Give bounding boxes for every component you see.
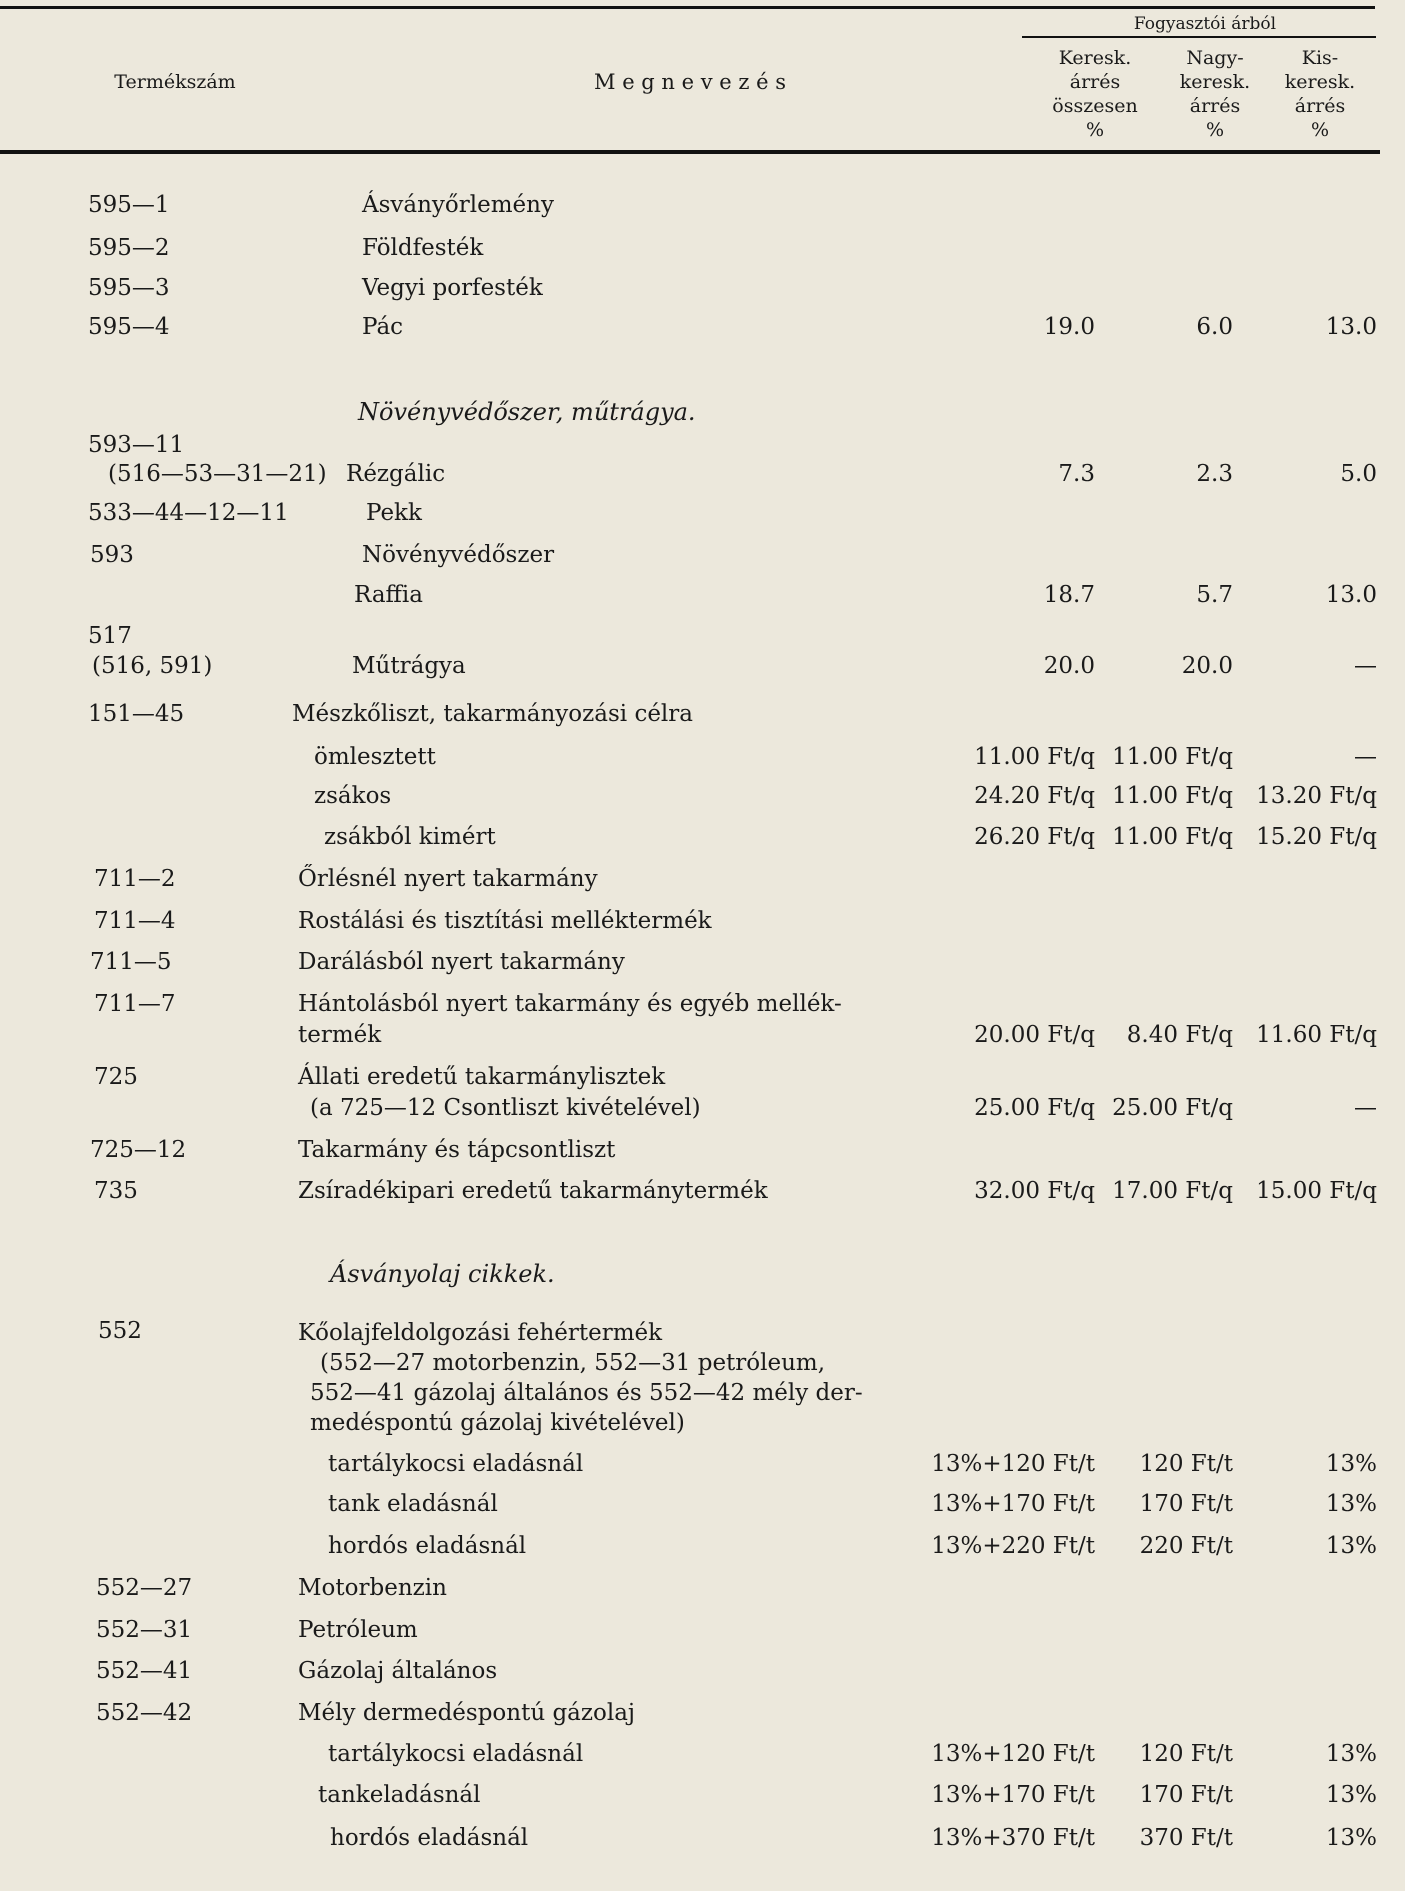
col1-line: Keresk. xyxy=(1058,47,1132,69)
row-name: Mély dermedéspontú gázolaj xyxy=(298,1700,636,1726)
row-value-wholesale: 11.00 Ft/q xyxy=(1112,744,1233,770)
row-value-retail: 13% xyxy=(1325,1451,1377,1477)
row-name: hordós eladásnál xyxy=(330,1825,529,1851)
row-name: Pác xyxy=(362,314,404,340)
col1-line: árrés xyxy=(1069,71,1121,93)
row-name: Motorbenzin xyxy=(298,1575,447,1601)
row-code: 593 xyxy=(90,542,134,568)
row-code: 552—27 xyxy=(96,1575,193,1601)
header-col-total-margin xyxy=(1035,46,1155,142)
row-value-total: 11.00 Ft/q xyxy=(974,744,1095,770)
col1-line: % xyxy=(1085,119,1105,141)
col3-line: Kis- xyxy=(1301,47,1339,69)
col2-line: keresk. xyxy=(1179,71,1251,93)
col2-line: % xyxy=(1205,119,1225,141)
row-value-total: 24.20 Ft/q xyxy=(974,783,1095,809)
row-name: Rostálási és tisztítási melléktermék xyxy=(298,908,712,934)
col3-line: % xyxy=(1310,119,1330,141)
row-value-retail: 5.0 xyxy=(1340,461,1377,487)
row-value-total: 25.00 Ft/q xyxy=(974,1095,1095,1121)
table-row xyxy=(0,1572,1405,1612)
row-code: 552—42 xyxy=(96,1700,193,1726)
table-row xyxy=(0,1655,1405,1695)
row-value-total: 13%+220 Ft/t xyxy=(931,1533,1095,1559)
table-row xyxy=(0,905,1405,945)
table-row xyxy=(0,1614,1405,1654)
row-value-wholesale: 120 Ft/t xyxy=(1139,1741,1233,1767)
section-title-pesticides: Növényvédőszer, műtrágya. xyxy=(358,398,696,426)
row-value-retail: — xyxy=(1354,653,1377,679)
row-value-retail: — xyxy=(1354,1095,1377,1121)
row-value-retail: 11.60 Ft/q xyxy=(1256,1022,1377,1048)
col2-line: Nagy- xyxy=(1186,47,1244,69)
row-code: 552—31 xyxy=(96,1617,193,1643)
table-row xyxy=(0,650,1405,690)
row-name: Rézgálic xyxy=(346,461,446,487)
row-name: Darálásból nyert takarmány xyxy=(298,949,625,975)
row-name: Takarmány és tápcsontliszt xyxy=(298,1137,616,1163)
row-value-wholesale: 20.0 xyxy=(1181,653,1233,679)
header-product-number: Termékszám xyxy=(114,71,236,93)
row-value-wholesale: 5.7 xyxy=(1196,582,1233,608)
col1-line: összesen xyxy=(1052,95,1138,117)
row-name: Petróleum xyxy=(298,1617,418,1643)
table-row xyxy=(0,821,1405,861)
row-value-total: 26.20 Ft/q xyxy=(974,824,1095,850)
row-code: 595—4 xyxy=(88,314,170,340)
row-value-retail: 13.0 xyxy=(1325,314,1377,340)
row-value-total: 20.0 xyxy=(1043,653,1095,679)
table-row xyxy=(0,1697,1405,1737)
table-row xyxy=(0,741,1405,781)
group-code: 552 xyxy=(98,1318,142,1344)
row-code: 725 xyxy=(94,1064,138,1090)
row-code: 711—4 xyxy=(94,908,176,934)
row-value-wholesale: 11.00 Ft/q xyxy=(1112,783,1233,809)
row-value-wholesale: 120 Ft/t xyxy=(1139,1451,1233,1477)
header-bottom-rule xyxy=(0,150,1380,154)
header-designation: M e g n e v e z é s xyxy=(594,70,786,94)
row-value-wholesale: 370 Ft/t xyxy=(1139,1825,1233,1851)
section-title-mineral-oil: Ásványolaj cikkek. xyxy=(330,1260,555,1288)
group-line: medéspontú gázolaj kivételével) xyxy=(310,1410,685,1436)
table-row xyxy=(0,1530,1405,1570)
row-code: (516—53—31—21) xyxy=(108,461,327,487)
row-code: (516, 591) xyxy=(92,653,213,679)
table-row xyxy=(0,1092,1405,1132)
row-name: Állati eredetű takarmánylisztek xyxy=(298,1064,666,1090)
row-value-retail: 13% xyxy=(1325,1782,1377,1808)
col3-line: keresk. xyxy=(1284,71,1356,93)
row-value-total: 7.3 xyxy=(1058,461,1095,487)
table-row xyxy=(0,946,1405,986)
table-row xyxy=(0,1779,1405,1819)
top-rule xyxy=(0,6,1375,9)
row-value-wholesale: 25.00 Ft/q xyxy=(1112,1095,1233,1121)
table-row xyxy=(0,497,1405,537)
table-row xyxy=(0,1822,1405,1862)
group-rule xyxy=(1022,36,1376,38)
row-name: zsákból kimért xyxy=(324,824,496,850)
header-group-title: Fogyasztói árból xyxy=(1133,14,1277,34)
row-code: 711—5 xyxy=(90,949,172,975)
row-value-total: 13%+120 Ft/t xyxy=(931,1451,1095,1477)
row-value-wholesale: 11.00 Ft/q xyxy=(1112,824,1233,850)
table-row xyxy=(0,863,1405,903)
row-value-total: 13%+170 Ft/t xyxy=(931,1491,1095,1517)
row-code: 725—12 xyxy=(90,1137,187,1163)
row-value-retail: 13% xyxy=(1325,1491,1377,1517)
row-value-total: 19.0 xyxy=(1043,314,1095,340)
col3-line: árrés xyxy=(1294,95,1346,117)
row-value-retail: 13% xyxy=(1325,1533,1377,1559)
group-description xyxy=(298,1318,863,1438)
row-name: Ásványőrlemény xyxy=(362,192,554,218)
row-value-wholesale: 6.0 xyxy=(1196,314,1233,340)
table-row xyxy=(0,780,1405,820)
row-name: tartálykocsi eladásnál xyxy=(328,1741,584,1767)
row-value-wholesale: 17.00 Ft/q xyxy=(1112,1178,1233,1204)
row-code: 593—11 xyxy=(88,432,185,458)
row-value-total: 13%+170 Ft/t xyxy=(931,1782,1095,1808)
row-name: Földfesték xyxy=(362,235,484,261)
table-row xyxy=(0,272,1405,312)
table-row xyxy=(0,189,1405,229)
row-name: ömlesztett xyxy=(314,744,436,770)
group-line: Kőolajfeldolgozási fehértermék xyxy=(298,1320,663,1346)
row-name: Hántolásból nyert takarmány és egyéb mellék- xyxy=(298,991,842,1017)
row-value-wholesale: 170 Ft/t xyxy=(1139,1782,1233,1808)
row-value-total: 13%+370 Ft/t xyxy=(931,1825,1095,1851)
row-value-retail: 13% xyxy=(1325,1825,1377,1851)
row-name: Mészkőliszt, takarmányozási célra xyxy=(292,701,693,727)
row-code: 517 xyxy=(88,623,132,649)
row-code: 595—3 xyxy=(88,275,170,301)
row-value-retail: — xyxy=(1354,744,1377,770)
table-row xyxy=(0,539,1405,579)
row-code: 711—7 xyxy=(94,991,176,1017)
table-row xyxy=(0,698,1405,738)
table-row xyxy=(0,1448,1405,1488)
table-row xyxy=(0,1134,1405,1174)
row-value-retail: 13.20 Ft/q xyxy=(1256,783,1377,809)
table-row xyxy=(0,1738,1405,1778)
row-value-wholesale: 8.40 Ft/q xyxy=(1126,1022,1233,1048)
row-value-retail: 15.00 Ft/q xyxy=(1256,1178,1377,1204)
group-line: 552—41 gázolaj általános és 552—42 mély der- xyxy=(310,1380,863,1406)
row-name: Vegyi porfesték xyxy=(362,275,543,301)
row-value-retail: 13% xyxy=(1325,1741,1377,1767)
table-row xyxy=(0,232,1405,272)
row-value-total: 13%+120 Ft/t xyxy=(931,1741,1095,1767)
row-code: 711—2 xyxy=(94,866,176,892)
row-code: 552—41 xyxy=(96,1658,193,1684)
row-name: hordós eladásnál xyxy=(328,1533,527,1559)
row-name: Őrlésnél nyert takarmány xyxy=(298,866,598,892)
header-col-retail-margin xyxy=(1270,46,1370,142)
col2-line: árrés xyxy=(1189,95,1241,117)
row-name: Növényvédőszer xyxy=(362,542,555,568)
row-name: Műtrágya xyxy=(352,653,466,679)
row-value-total: 20.00 Ft/q xyxy=(974,1022,1095,1048)
row-value-wholesale: 220 Ft/t xyxy=(1139,1533,1233,1559)
row-code: 595—2 xyxy=(88,235,170,261)
row-value-retail: 13.0 xyxy=(1325,582,1377,608)
row-name: tank eladásnál xyxy=(328,1491,498,1517)
row-name: zsákos xyxy=(314,783,392,809)
row-name: Gázolaj általános xyxy=(298,1658,498,1684)
table-row xyxy=(0,1019,1405,1059)
row-name: Pekk xyxy=(366,500,422,526)
row-code: 595—1 xyxy=(88,192,170,218)
row-value-total: 32.00 Ft/q xyxy=(974,1178,1095,1204)
row-name: termék xyxy=(298,1022,382,1048)
row-value-total: 18.7 xyxy=(1043,582,1095,608)
row-code: 533—44—12—11 xyxy=(88,500,289,526)
row-code: 735 xyxy=(94,1178,138,1204)
row-name: tankeladásnál xyxy=(318,1782,481,1808)
table-row xyxy=(0,311,1405,351)
group-line: (552—27 motorbenzin, 552—31 petróleum, xyxy=(320,1350,826,1376)
row-name: (a 725—12 Csontliszt kivételével) xyxy=(310,1095,701,1121)
row-value-wholesale: 170 Ft/t xyxy=(1139,1491,1233,1517)
header-col-wholesale-margin xyxy=(1160,46,1270,142)
row-value-retail: 15.20 Ft/q xyxy=(1256,824,1377,850)
row-name: tartálykocsi eladásnál xyxy=(328,1451,584,1477)
row-code: 151—45 xyxy=(88,701,185,727)
table-row xyxy=(0,458,1405,498)
row-name: Zsíradékipari eredetű takarmánytermék xyxy=(298,1178,768,1204)
row-name: Raffia xyxy=(354,582,423,608)
table-row xyxy=(0,1488,1405,1528)
table-row xyxy=(0,579,1405,619)
table-row xyxy=(0,1175,1405,1215)
row-value-wholesale: 2.3 xyxy=(1196,461,1233,487)
